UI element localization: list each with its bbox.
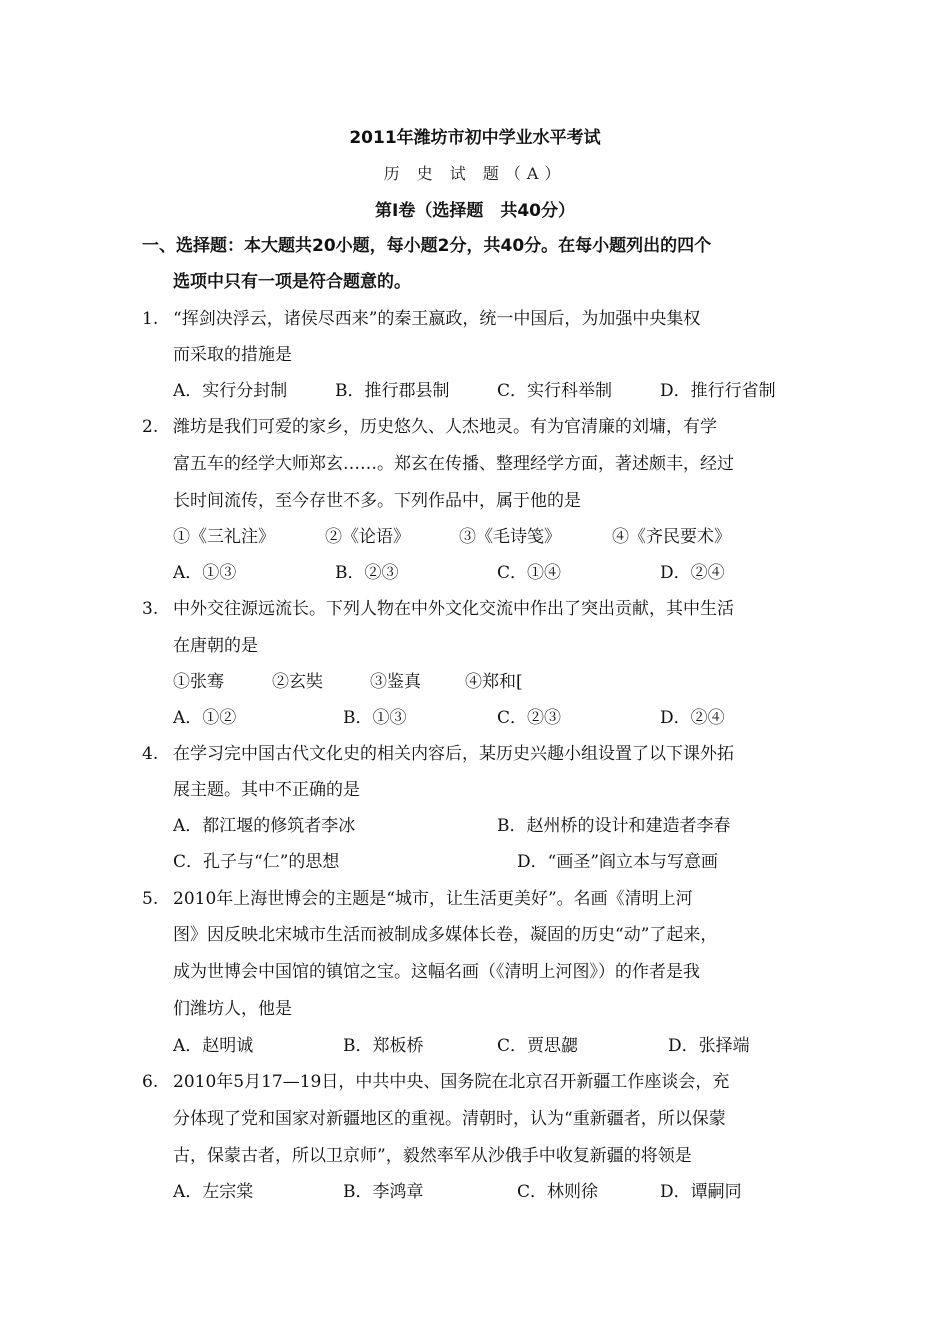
option-c: C．贾思勰 — [497, 1036, 579, 1056]
section-heading: 第Ⅰ卷（选择题 共40分） — [375, 201, 575, 221]
question-text-line: 长时间流传，至今存世不多。下列作品中，属于他的是 — [173, 491, 581, 511]
question-text-line: 图》因反映北宋城市生活而被制成多媒体长卷，凝固的历史“动”了起来， — [173, 925, 718, 945]
question-number: 6. — [142, 1072, 159, 1092]
option-a: A．①② — [173, 708, 237, 728]
option-b: B．②③ — [335, 563, 399, 583]
item-3: ③《毛诗笺》 — [459, 527, 561, 547]
question-text-line: 在学习完中国古代文化史的相关内容后，某历史兴趣小组设置了以下课外拓 — [173, 744, 734, 764]
question-text-line: 2010年5月17—19日，中共中央、国务院在北京召开新疆工作座谈会，充 — [173, 1072, 730, 1092]
option-d: D．谭嗣同 — [660, 1182, 742, 1202]
option-d: D．张择端 — [668, 1036, 750, 1056]
option-b: B．赵州桥的设计和建造者李春 — [497, 816, 731, 836]
option-c: C．孔子与“仁”的思想 — [173, 852, 340, 872]
option-c: C．实行科举制 — [497, 381, 613, 401]
question-text-line: 潍坊是我们可爱的家乡，历史悠久、人杰地灵。有为官清廉的刘墉，有学 — [173, 417, 717, 437]
exam-subtitle: 历 史 试 题（A） — [383, 164, 567, 183]
question-text-line: 分体现了党和国家对新疆地区的重视。清朝时，认为“重新疆者，所以保蒙 — [173, 1109, 726, 1129]
option-b: B．①③ — [343, 708, 407, 728]
option-a: A．左宗棠 — [173, 1182, 254, 1202]
option-d: D．②④ — [660, 563, 725, 583]
item-2: ②《论语》 — [325, 527, 410, 547]
question-number: 5. — [142, 889, 159, 909]
option-a: A．实行分封制 — [173, 381, 288, 401]
question-text-line: 成为世博会中国馆的镇馆之宝。这幅名画（《清明上河图》）的作者是我 — [173, 962, 700, 982]
question-text-line: “挥剑决浮云，诸侯尽西来”的秦王嬴政，统一中国后，为加强中央集权 — [173, 309, 701, 329]
item-3: ③鉴真 — [370, 672, 421, 692]
instructions-line-2: 选项中只有一项是符合题意的。 — [173, 272, 411, 292]
option-a: A．赵明诚 — [173, 1036, 254, 1056]
exam-title: 2011年潍坊市初中学业水平考试 — [349, 128, 601, 148]
question-number: 2. — [142, 417, 159, 437]
item-1: ①《三礼注》 — [173, 527, 275, 547]
option-a: A．①③ — [173, 563, 237, 583]
item-1: ①张骞 — [173, 672, 224, 692]
question-text-line: 而采取的措施是 — [173, 345, 292, 365]
question-number: 1. — [142, 309, 159, 329]
option-c: C．①④ — [497, 563, 562, 583]
option-d: D．②④ — [660, 708, 725, 728]
question-number: 3. — [142, 599, 159, 619]
question-text-line: 中外交往源远流长。下列人物在中外文化交流中作出了突出贡献，其中生活 — [173, 599, 734, 619]
question-text-line: 富五车的经学大师郑玄……。郑玄在传播、整理经学方面，著述颇丰，经过 — [173, 454, 734, 474]
question-text-line: 在唐朝的是 — [173, 636, 258, 656]
option-a: A．都江堰的修筑者李冰 — [173, 816, 356, 836]
option-b: B．推行郡县制 — [335, 381, 450, 401]
question-text-line: 古，保蒙古者，所以卫京师”，毅然率军从沙俄手中收复新疆的将领是 — [173, 1146, 692, 1166]
item-4: ④郑和[ — [465, 672, 523, 692]
item-4: ④《齐民要术》 — [612, 527, 731, 547]
option-c: C．林则徐 — [517, 1182, 599, 1202]
question-text-line: 2010年上海世博会的主题是“城市，让生活更美好”。名画《清明上河 — [173, 889, 693, 909]
option-b: B．李鸿章 — [343, 1182, 424, 1202]
item-2: ②玄奘 — [272, 672, 323, 692]
question-text-line: 展主题。其中不正确的是 — [173, 780, 360, 800]
option-d: D．推行行省制 — [660, 381, 776, 401]
option-c: C．②③ — [497, 708, 562, 728]
question-text-line: 们潍坊人，他是 — [173, 999, 292, 1019]
question-number: 4. — [142, 744, 159, 764]
option-d: D．“画圣”阎立本与写意画 — [517, 852, 719, 872]
option-b: B．郑板桥 — [343, 1036, 424, 1056]
instructions-line-1: 一、选择题：本大题共20小题，每小题2分，共40分。在每小题列出的四个 — [142, 236, 712, 256]
